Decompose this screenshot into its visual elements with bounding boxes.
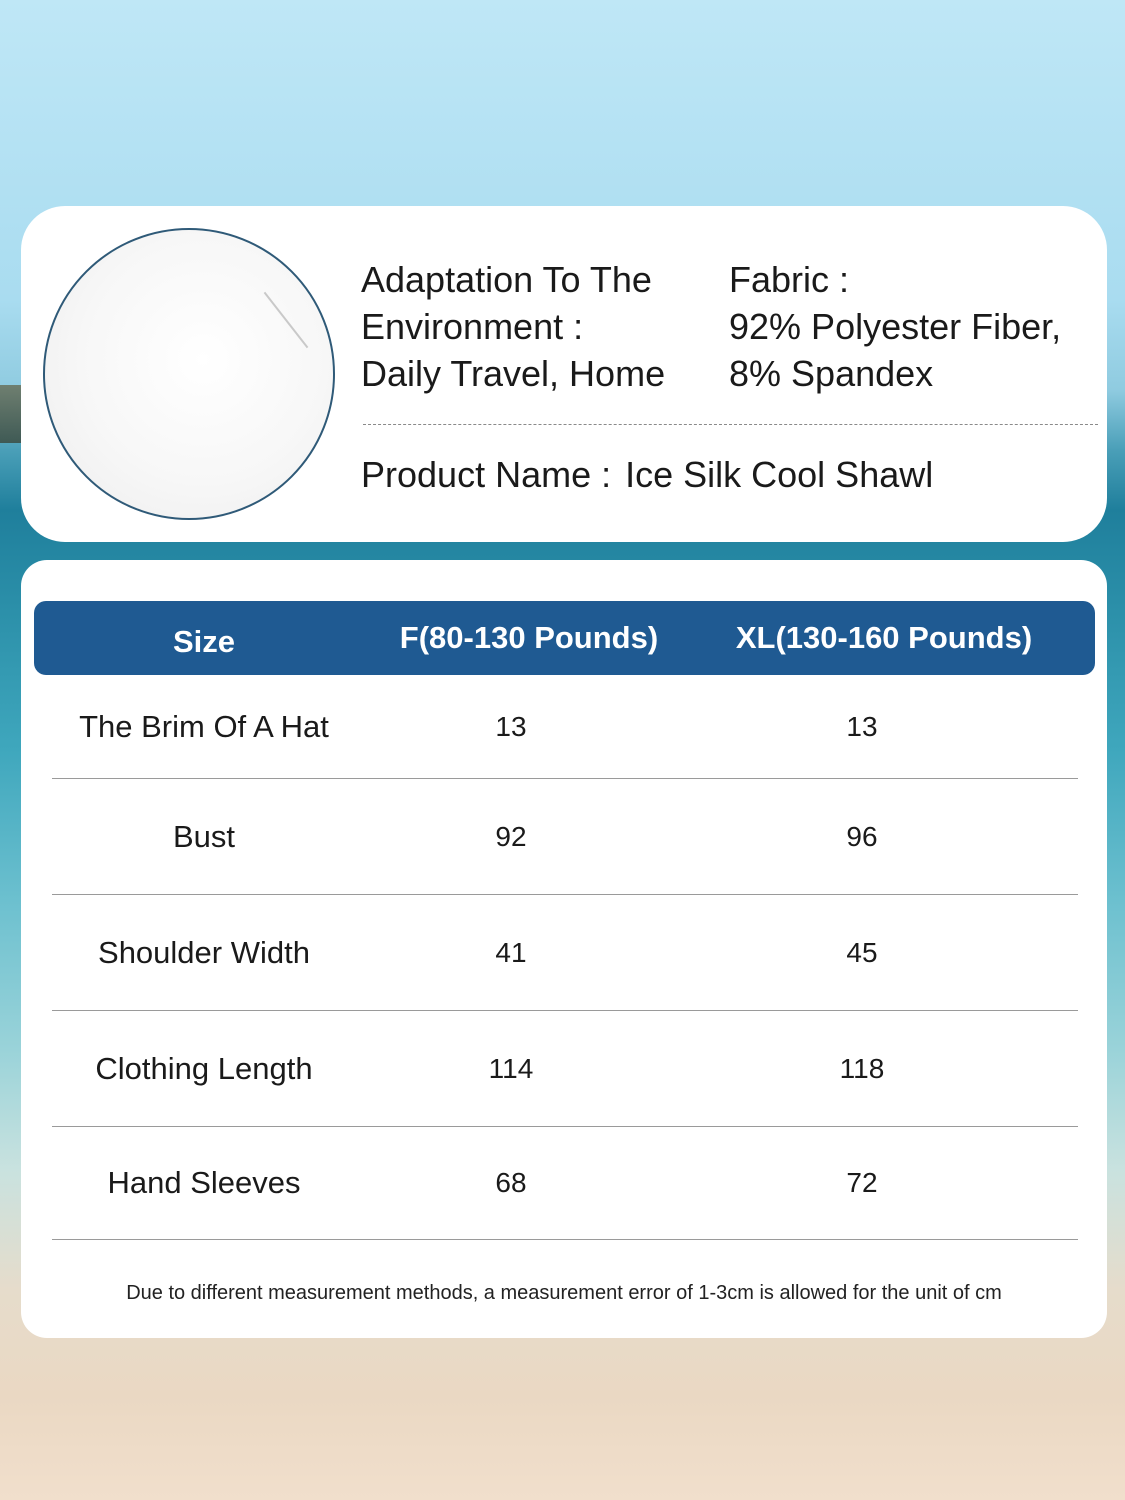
table-row — [52, 676, 1078, 779]
fabric-info: Fabric : 92% Polyester Fiber, 8% Spandex — [729, 259, 1062, 394]
row-value-f: 13 — [495, 711, 527, 742]
size-table-header — [34, 601, 1095, 675]
row-value-xl: 72 — [846, 1167, 878, 1198]
row-value-xl: 13 — [846, 711, 878, 742]
measurement-footnote: Due to different measurement methods, a measurement error of 1-3cm is allowed for the unit of cm — [126, 1282, 1002, 1304]
product-name-value: Ice Silk Cool Shawl — [625, 454, 934, 495]
table-row — [52, 779, 1078, 895]
row-label: Clothing Length — [95, 1050, 313, 1086]
row-value-xl: 118 — [839, 1052, 885, 1084]
shawl-fold-detail — [264, 292, 309, 348]
row-label: Bust — [172, 818, 236, 854]
row-value-f: 114 — [488, 1052, 534, 1084]
product-name-label: Product Name : — [361, 454, 612, 495]
row-label: The Brim Of A Hat — [79, 709, 329, 744]
header-size: Size — [172, 624, 236, 659]
row-value-xl: 45 — [846, 936, 878, 968]
header-size-f: F(80-130 Pounds) — [399, 620, 659, 655]
header-size-xl: XL(130-160 Pounds) — [735, 620, 1033, 655]
product-info-card — [21, 206, 1107, 542]
row-value-xl: 96 — [846, 820, 878, 852]
product-image — [43, 228, 335, 520]
row-label: Shoulder Width — [98, 934, 310, 970]
row-value-f: 92 — [495, 820, 527, 852]
table-row — [52, 1011, 1078, 1127]
size-chart-card — [21, 560, 1107, 1338]
dashed-divider — [363, 424, 1098, 425]
table-row — [52, 895, 1078, 1011]
table-row — [52, 1127, 1078, 1240]
row-value-f: 68 — [495, 1167, 527, 1198]
product-name — [361, 454, 933, 496]
row-label: Hand Sleeves — [107, 1165, 301, 1200]
environment-info: Adaptation To The Environment : Daily Travel, Home — [361, 259, 666, 394]
row-value-f: 41 — [495, 936, 527, 968]
